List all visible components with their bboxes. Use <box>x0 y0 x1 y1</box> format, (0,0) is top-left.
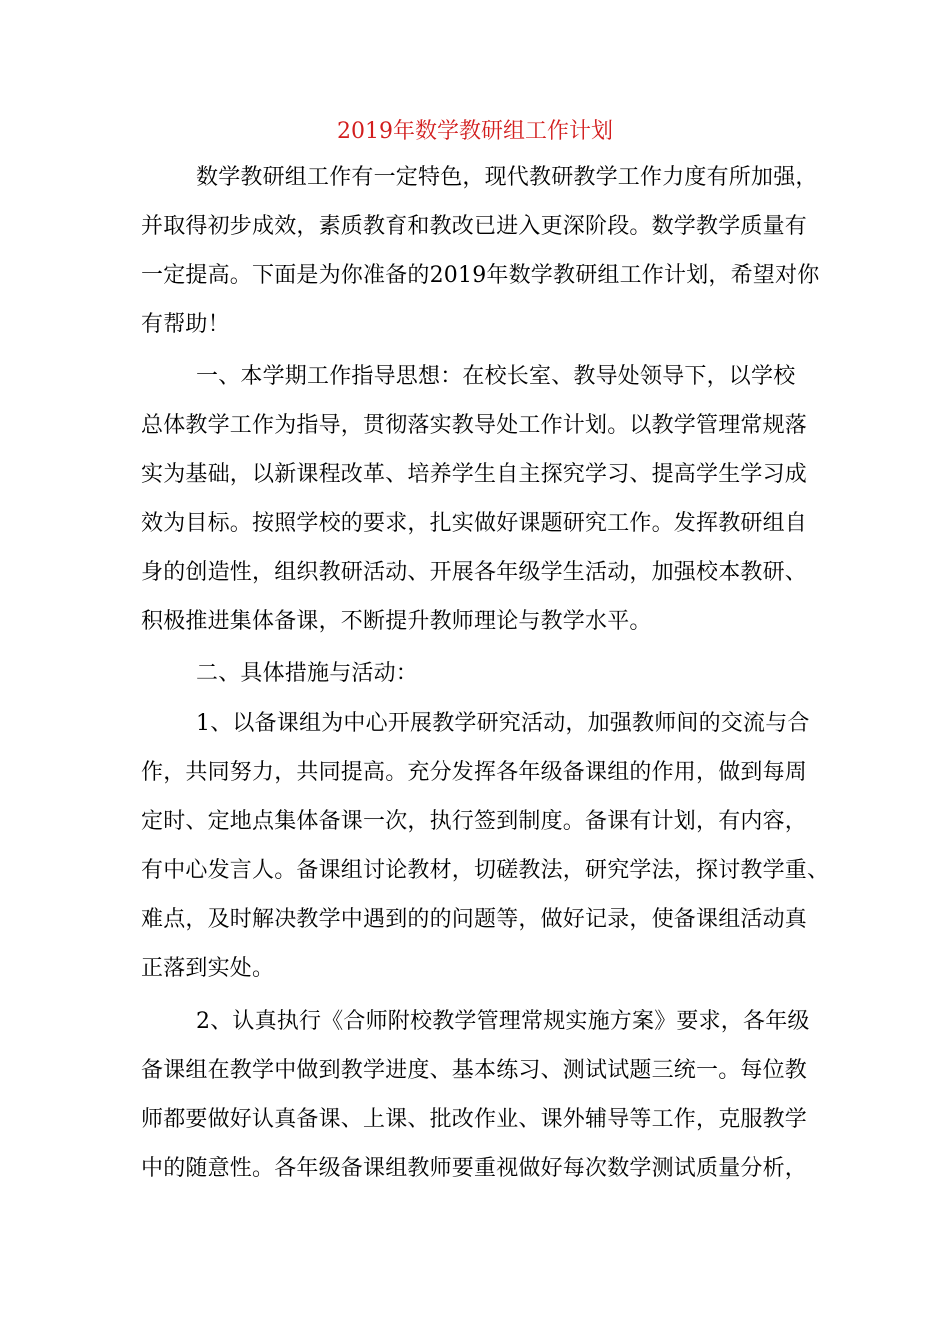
text-line-19: 备课组在教学中做到教学进度、基本练习、测试试题三统一。每位教 <box>141 1058 808 1083</box>
text-line-10: 积极推进集体备课，不断提升教师理论与教学水平。 <box>141 609 652 634</box>
text-line-3: 一定提高。下面是为你准备的2019年数学教研组工作计划，希望对你 <box>141 263 820 288</box>
text-line-21: 中的随意性。各年级备课组教师要重视做好每次数学测试质量分析， <box>141 1156 808 1181</box>
text-line-8: 效为目标。按照学校的要求，扎实做好课题研究工作。发挥教研组自 <box>141 511 808 536</box>
text-line-20: 师都要做好认真备课、上课、批改作业、课外辅导等工作，克服教学 <box>141 1107 808 1132</box>
text-line-15: 有中心发言人。备课组讨论教材，切磋教法，研究学法，探讨教学重、 <box>141 858 830 883</box>
text-line-18: 2、认真执行《合师附校教学管理常规实施方案》要求，各年级 <box>196 1009 810 1034</box>
text-line-5: 一、本学期工作指导思想：在校长室、教导处领导下，以学校 <box>196 364 796 389</box>
text-line-6: 总体教学工作为指导，贯彻落实教导处工作计划。以教学管理常规落 <box>141 413 808 438</box>
text-line-12: 1、以备课组为中心开展教学研究活动，加强教师间的交流与合 <box>196 711 810 736</box>
text-line-16: 难点，及时解决教学中遇到的的问题等，做好记录，使备课组活动真 <box>141 907 808 932</box>
text-line-13: 作，共同努力，共同提高。充分发挥各年级备课组的作用，做到每周 <box>141 760 808 785</box>
text-line-17: 正落到实处。 <box>141 956 275 981</box>
text-line-2: 并取得初步成效，素质教育和教改已进入更深阶段。数学教学质量有 <box>141 214 808 239</box>
text-line-14: 定时、定地点集体备课一次，执行签到制度。备课有计划，有内容， <box>141 809 808 834</box>
text-line-4: 有帮助！ <box>141 312 230 337</box>
text-line-1: 数学教研组工作有一定特色，现代教研教学工作力度有所加强， <box>196 165 818 190</box>
section-heading: 二、具体措施与活动： <box>196 661 419 686</box>
document-title: 2019年数学教研组工作计划 <box>337 119 613 144</box>
text-line-7: 实为基础，以新课程改革、培养学生自主探究学习、提高学生学习成 <box>141 462 808 487</box>
text-line-9: 身的创造性，组织教研活动、开展各年级学生活动，加强校本教研、 <box>141 560 808 585</box>
